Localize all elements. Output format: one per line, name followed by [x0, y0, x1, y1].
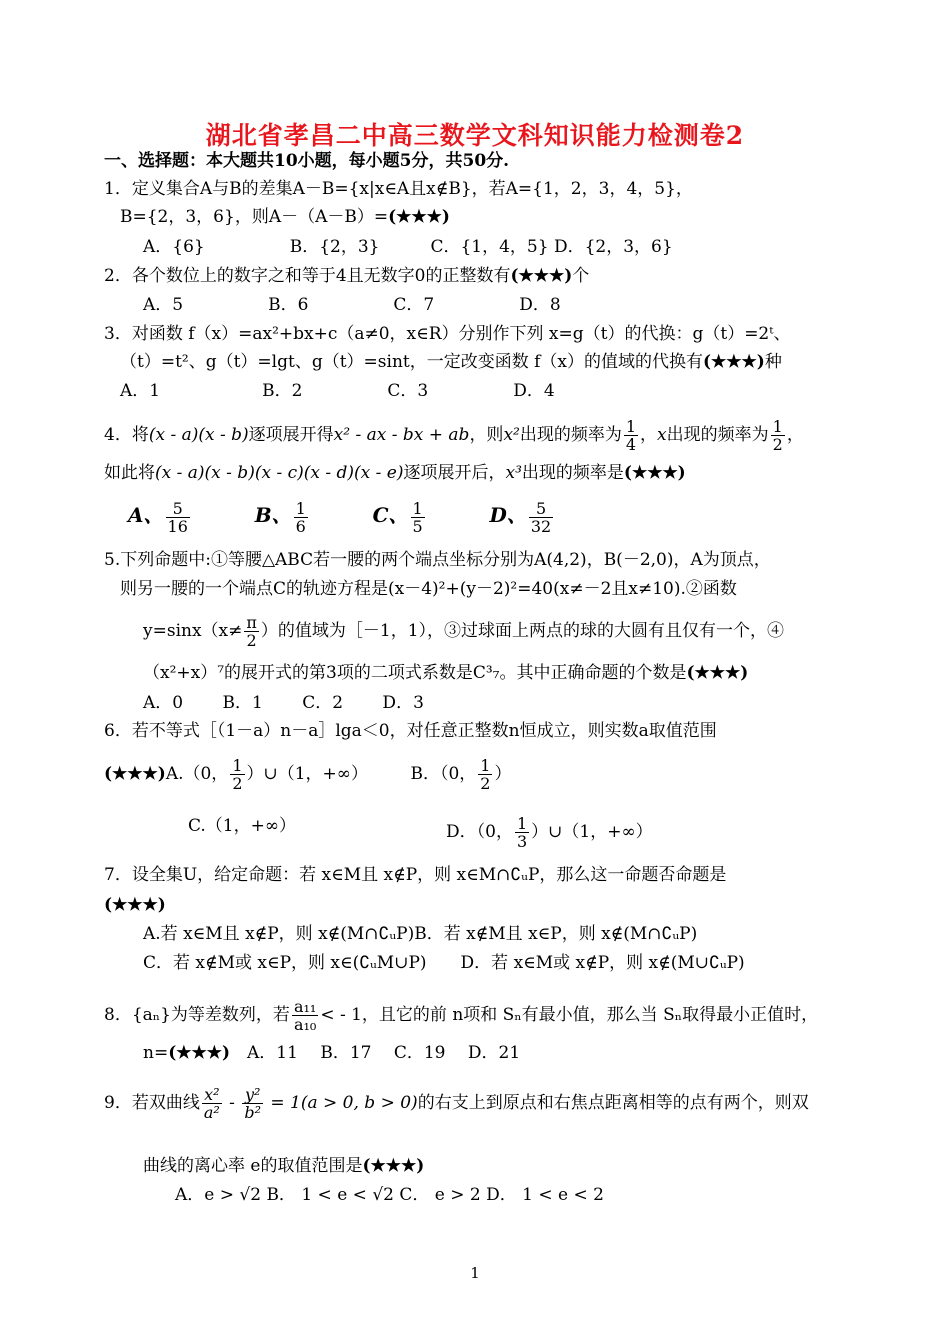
- q4-line2: 如此将(x - a)(x - b)(x - c)(x - d)(x - e)逐项展开后，x³出现的频率是(★★★): [104, 463, 686, 483]
- q8-line1: 8．{aₙ}为等差数列，若 $\frac{\text{a₁₁}}{\text{a₁₀}}$ < - 1，且它的前 n项和 Sₙ有最小值，那么当 Sₙ取得最小正值时，: [104, 997, 819, 1034]
- difficulty-stars: (★★★): [703, 352, 765, 372]
- q9-line1: 9．若双曲线 $\frac{\text{x²}}{\text{a²}}$ - $\frac{\text{y²}}{\text{b²}}$ = 1(a > 0, b > 0)的右支上到原点和右焦点距离相等的点有两个，则双: [104, 1085, 809, 1122]
- difficulty-stars: (★★★): [623, 463, 686, 483]
- q9-options: A．e > √2 B． 1 < e < √2 C． e > 2 D． 1 < e < 2: [175, 1185, 604, 1205]
- q6-line1: 6．若不等式［（1－a）n－a］lga＜0，对任意正整数n恒成立，则实数a取值范围: [104, 721, 717, 741]
- q1-line1: 1．定义集合A与B的差集A－B={x|x∈A且x∉B}，若A={1，2，3，4，5}，: [104, 179, 693, 199]
- q1-line2: B={2，3，6}，则A－（A－B）=(★★★): [120, 207, 450, 227]
- difficulty-stars: (★★★): [104, 764, 166, 784]
- difficulty-stars: (★★★): [686, 663, 749, 683]
- page-number: 1: [470, 1264, 480, 1282]
- q6-option-d: D．（0， $\frac{1}{3}$ ）∪（1，+∞）: [446, 814, 653, 851]
- q6-line2: (★★★)A.（0， $\frac{1}{2}$ ）∪（1，+∞） B．（0， $\frac{1}{2}$ ）: [104, 756, 512, 793]
- q7-line1: 7．设全集U，给定命题：若 x∈M且 x∉P，则 x∈M∩∁ᵤP，那么这一命题否命题是: [104, 865, 727, 885]
- fraction: $\frac{1}{4}$: [625, 417, 637, 454]
- q5-line2: 则另一腰的一个端点C的轨迹方程是(x－4)²+(y－2)²=40(x≠－2且x≠10).②函数: [120, 579, 737, 599]
- difficulty-stars: (★★★): [168, 1043, 231, 1063]
- q4-line1: 4．将(x - a)(x - b)逐项展开得x² - ax - bx + ab，则x²出现的频率为 $\frac{1}{4}$ ，x出现的频率为 $\frac{1}{2}$ ，: [104, 417, 804, 454]
- difficulty-stars: (★★★): [362, 1156, 425, 1176]
- q7-options-ab: A.若 x∈M且 x∉P，则 x∉(M∩∁ᵤP)B．若 x∉M且 x∈P，则 x∉(M∩∁ᵤP): [143, 924, 698, 944]
- q5-line3: y=sinx（x≠ $\frac{\pi}{2}$ ）的值域为［－1，1），③过球面上两点的球的大圆有且仅有一个，④: [143, 613, 785, 650]
- q2-options: A．5 B．6 C．7 D．8: [143, 295, 561, 315]
- q6-option-c: C.（1，+∞）: [188, 816, 297, 836]
- q3-line1: 3．对函数 f（x）=ax²+bx+c（a≠0，x∈R）分别作下列 x=g（t）的代换：g（t）=2ᵗ、: [104, 324, 791, 344]
- q5-options: A．0 B．1 C．2 D．3: [143, 693, 424, 713]
- page-title: 湖北省孝昌二中高三数学文科知识能力检测卷2: [205, 121, 745, 150]
- q8-line2: n=(★★★) A．11 B．17 C．19 D．21: [143, 1043, 521, 1063]
- q1-options: A．{6} B．{2，3} C．{1，4，5} D．{2，3，6}: [143, 237, 673, 257]
- difficulty-stars: (★★★): [510, 266, 573, 286]
- section-heading: 一、选择题：本大题共10小题，每小题5分，共50分.: [104, 151, 510, 171]
- q2-line1: 2．各个数位上的数字之和等于4且无数字0的正整数有(★★★)个: [104, 266, 590, 286]
- difficulty-stars: (★★★): [104, 895, 166, 915]
- q4-options: A、 $\frac{5}{16}$ B、 $\frac{1}{6}$ C、 $\frac{1}{5}$ D、 $\frac{5}{32}$: [128, 499, 552, 536]
- q3-line2: （t）=t²、g（t）=lgt、g（t）=sint，一定改变函数 f（x）的值域的代换有(★★★)种: [120, 352, 782, 372]
- q5-line4: （x²+x）⁷的展开式的第3项的二项式系数是C³₇。其中正确命题的个数是(★★★): [143, 663, 749, 683]
- q7-options-cd: C．若 x∉M或 x∈P，则 x∈(∁ᵤM∪P) D．若 x∈M或 x∉P，则 x∉(M∪∁ᵤP): [143, 953, 745, 973]
- q5-line1: 5.下列命题中:①等腰△ABC若一腰的两个端点坐标分别为A(4,2)，B(－2,0)，A为顶点，: [104, 550, 771, 570]
- difficulty-stars: (★★★): [388, 207, 450, 227]
- q9-line2: 曲线的离心率 e的取值范围是(★★★): [143, 1156, 425, 1176]
- q3-options: A．1 B．2 C．3 D．4: [120, 381, 555, 401]
- fraction: $\frac{1}{2}$: [772, 417, 783, 454]
